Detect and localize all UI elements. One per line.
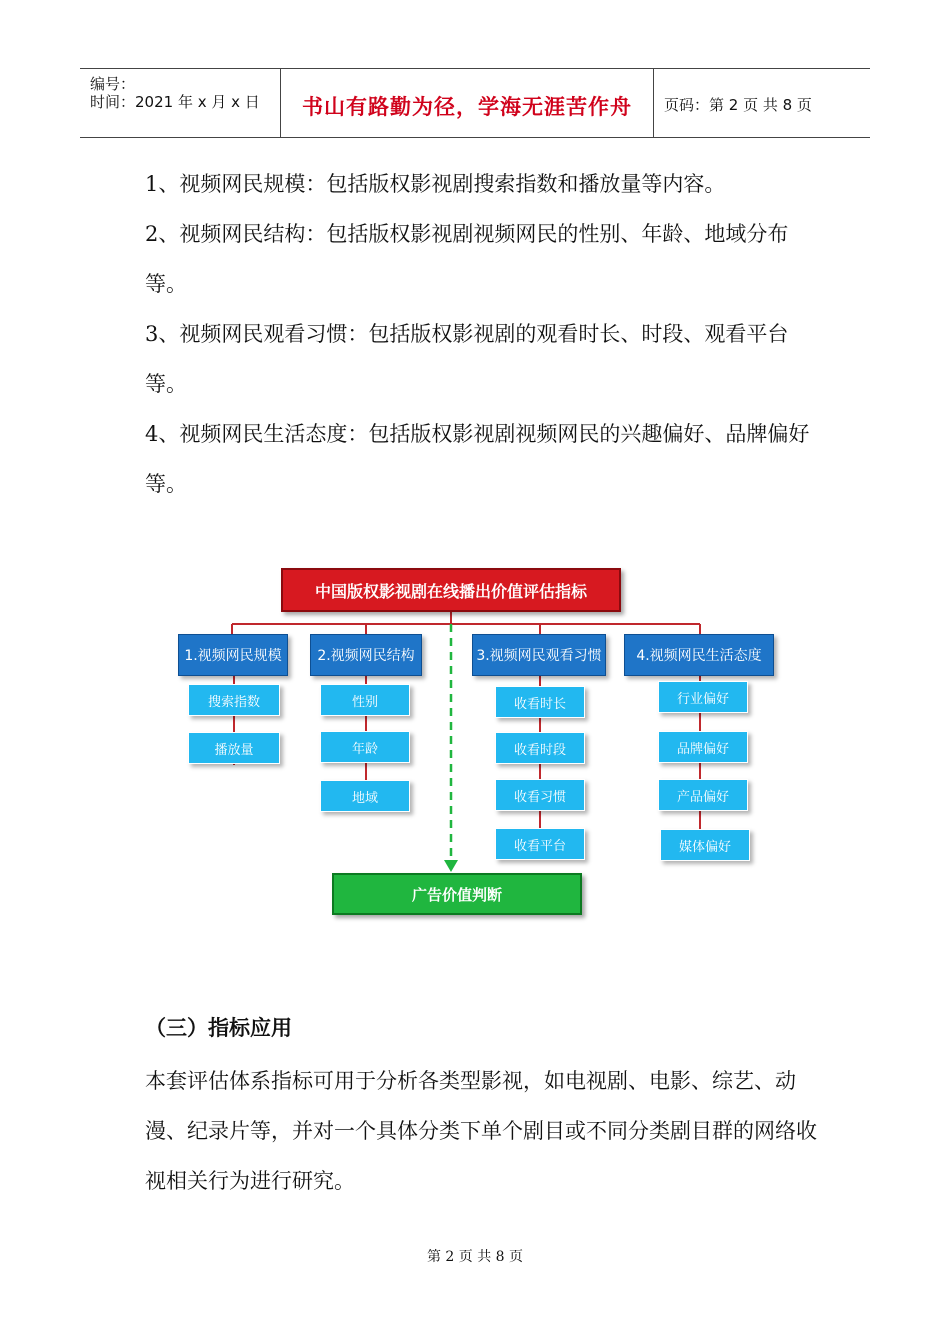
paragraph-2: 2、视频网民结构：包括版权影视剧视频网民的性别、年龄、地域分布等。 [145,222,789,296]
category-3-box: 3.视频网民观看习惯 [472,634,606,676]
page-footer: 第 2 页 共 8 页 [426,1249,524,1265]
leaf-watch-platform: 收看平台 [495,828,585,860]
diagram-title-box: 中国版权影视剧在线播出价值评估指标 [281,568,621,612]
motto: 书山有路勤为径，学海无涯苦作舟 [302,95,632,119]
leaf-age: 年龄 [320,731,410,763]
leaf-industry-preference: 行业偏好 [658,681,748,713]
category-4-box: 4.视频网民生活态度 [624,634,774,676]
leaf-watch-duration: 收看时长 [495,686,585,718]
leaf-product-preference: 产品偏好 [658,779,748,811]
number-label: 编号： [90,75,136,93]
document-header [80,68,870,138]
header-meta-cell [80,69,281,137]
category-1-box: 1.视频网民规模 [178,634,288,676]
paragraph-1: 1、视频网民规模：包括版权影视剧搜索指数和播放量等内容。 [145,172,726,196]
leaf-brand-preference: 品牌偏好 [658,731,748,763]
leaf-watch-habit: 收看习惯 [495,779,585,811]
header-motto-cell [281,69,654,137]
leaf-region: 地域 [320,780,410,812]
category-2-box: 2.视频网民结构 [310,634,422,676]
leaf-play-count: 播放量 [188,732,280,764]
paragraph-3: 3、视频网民观看习惯：包括版权影视剧的观看时长、时段、观看平台等。 [145,322,789,396]
page-info: 页码：第 2 页 共 8 页 [664,96,812,114]
leaf-watch-period: 收看时段 [495,732,585,764]
time-label: 时间：2021 年 x 月 x 日 [90,93,260,111]
leaf-gender: 性别 [320,684,410,716]
section-heading: （三）指标应用 [145,1016,292,1040]
section-paragraph: 本套评估体系指标可用于分析各类型影视，如电视剧、电影、综艺、动漫、纪录片等，并对一个具体分类下单个剧目或不同分类剧目群的网络收视相关行为进行研究。 [145,1069,817,1193]
leaf-search-index: 搜索指数 [188,684,280,716]
paragraph-4: 4、视频网民生活态度：包括版权影视剧视频网民的兴趣偏好、品牌偏好等。 [145,422,810,496]
header-page-cell [654,69,870,137]
leaf-media-preference: 媒体偏好 [660,829,750,861]
result-box: 广告价值判断 [332,873,582,915]
